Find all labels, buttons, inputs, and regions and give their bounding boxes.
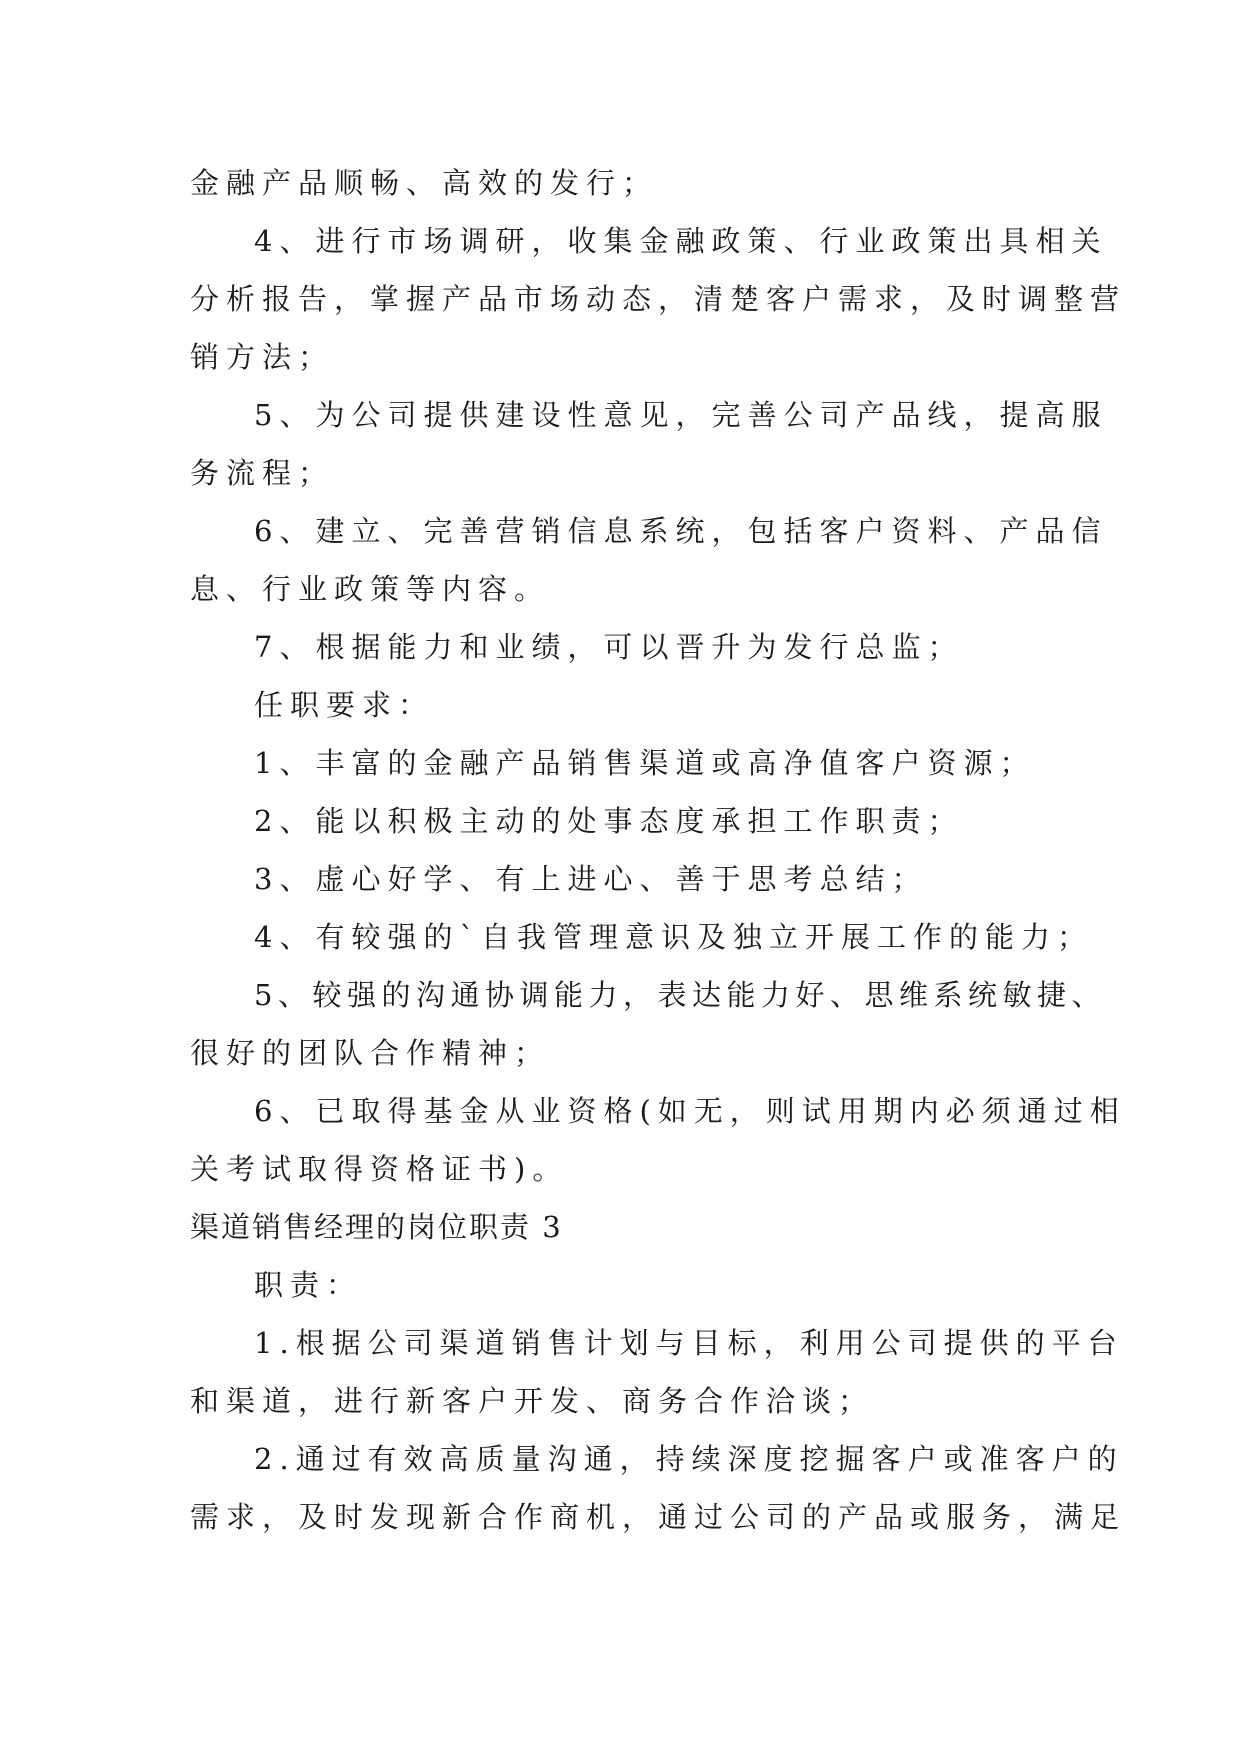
text-line: 2、能以积极主动的处事态度承担工作职责； [254,804,964,838]
text-line: 4、进行市场调研，收集金融政策、行业政策出具相关 [254,224,1108,258]
text-line: 1、丰富的金融产品销售渠道或高净值客户资源； [254,746,1036,780]
text-line: 需求，及时发现新合作商机，通过公司的产品或服务，满足 [190,1500,1127,1534]
text-line: 很好的团队合作精神； [190,1036,551,1070]
text-line: 息、行业政策等内容。 [190,572,551,606]
text-line: 7、根据能力和业绩，可以晋升为发行总监； [254,630,964,664]
text-line: 5、较强的沟通协调能力，表达能力好、思维系统敏捷、 [254,978,1106,1012]
text-line: 6、建立、完善营销信息系统，包括客户资料、产品信 [254,514,1108,548]
text-line: 关考试取得资格证书)。 [190,1152,569,1186]
text-line: 2.通过有效高质量沟通，持续深度挖掘客户或准客户的 [254,1442,1124,1476]
section-heading: 渠道销售经理的岗位职责 3 [190,1210,563,1244]
text-line: 5、为公司提供建设性意见，完善公司产品线，提高服 [254,398,1108,432]
text-line: 3、虚心好学、有上进心、善于思考总结； [254,862,928,896]
text-line: 1.根据公司渠道销售计划与目标，利用公司提供的平台 [254,1326,1124,1360]
text-line: 和渠道，进行新客户开发、商务合作洽谈； [190,1384,875,1418]
section-label: 职责： [254,1268,363,1302]
text-line: 销方法； [190,340,335,374]
section-label: 任职要求： [254,688,435,722]
text-line: 金融产品顺畅、高效的发行； [190,166,659,200]
text-line: 6、已取得基金从业资格(如无，则试用期内必须通过相 [254,1094,1126,1128]
text-line: 务流程； [190,456,335,490]
text-line: 分析报告，掌握产品市场动态，清楚客户需求，及时调整营 [190,282,1127,316]
text-line: 4、有较强的`自我管理意识及独立开展工作的能力； [254,920,1093,954]
